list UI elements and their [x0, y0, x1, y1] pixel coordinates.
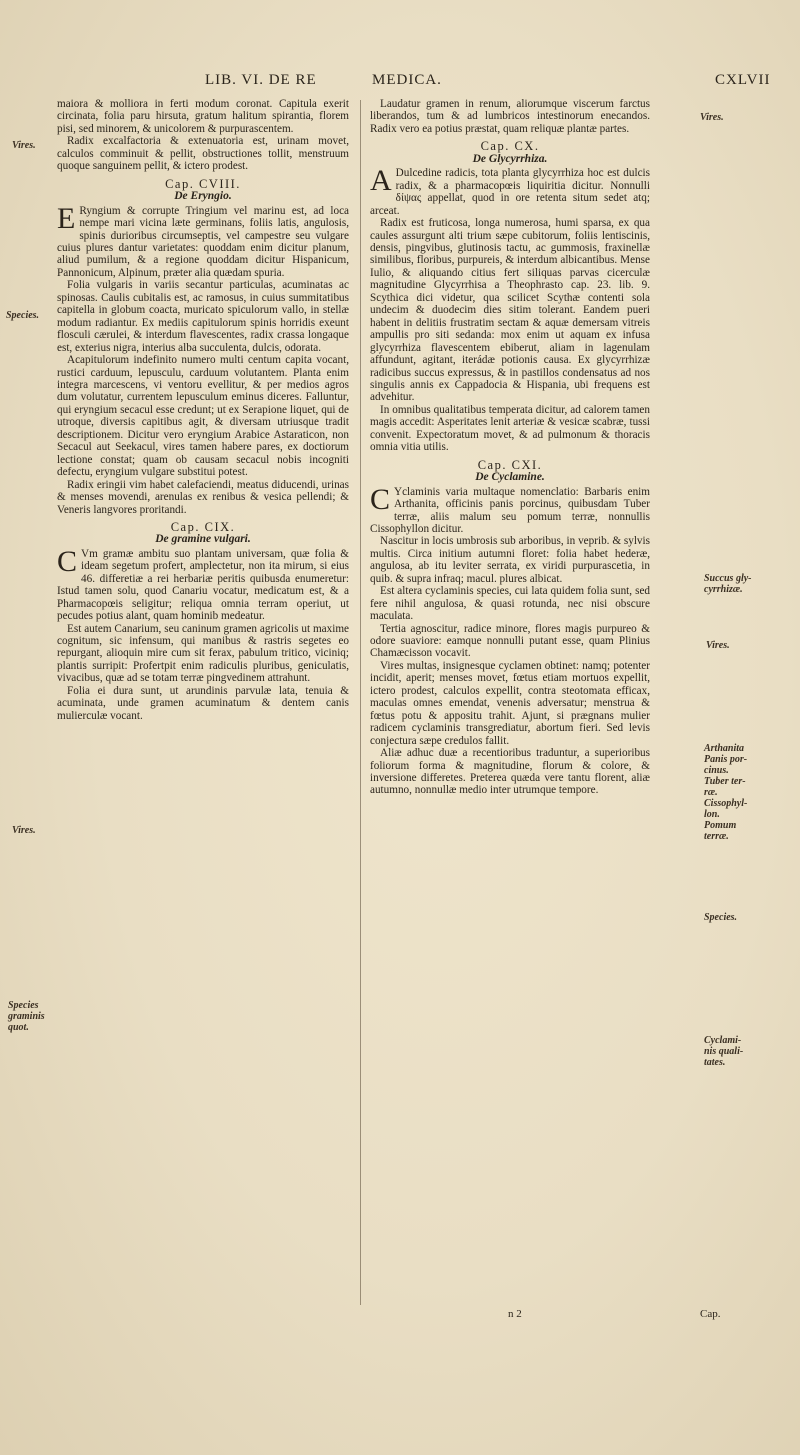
margin-line: lon.: [704, 809, 720, 820]
header-left: LIB. VI. DE RE: [205, 72, 317, 88]
paragraph: Radix est fruticosa, longa numerosa, humi sparsa, ex qua caules assurgunt alti trium sæpe cubitorum, foliis lentiscinis, densis, pingvibus, glutinosis tactu, ac gummosis, fraxinellæ similibus, floribus, purpureis, & interdum albicantibus. Mense Iulio, & aliquando citius fert siliquas parvas cicerculæ magnitudine Glycyrrhisa a Theophrasto cap. 23. lib. 9. Scythica dici videtur, qua scilicet Scythæ contenti sola undecim & duodecim dies sitim tolerant. Eandem pueri habent in delitiis frustratim sectam & aquæ demersam vitreis ampullis pro siti sedanda: mox enim ut aquam ex infusa glycyrrhiza flavescentem ebiberut, aliam in lagenulam affundunt, agitant, iterádæ potionis causa. Ex glycyrrhizæ radicibus succus expressus, & in pastillos condensatus ad nos singulis annis ex Cappadocia & Hispania, ubi frequens est advehitur.: [370, 217, 650, 404]
column-divider: [360, 100, 361, 1305]
paragraph: [370, 164, 650, 217]
signature-mark: n 2: [508, 1308, 522, 1320]
margin-line: graminis: [8, 1011, 45, 1022]
paragraph: Tertia agnoscitur, radice minore, flores magis purpureo & odore suaviore: eamque nonnulli putant esse, quam Plinius Chamæcisson vocavit.: [370, 622, 650, 660]
margin-note: Vires.: [12, 825, 36, 836]
margin-line: Arthanita: [704, 743, 745, 754]
paragraph: [57, 201, 349, 280]
paragraph: maiora & molliora in ferti modum coronat. Capitula exerit circinata, folia paru hirsuta, gratum halitum spirantia, florem pisi, sed minorem, & unicolorem & purpurascentem.: [57, 98, 349, 135]
margin-note: Species.: [6, 310, 40, 321]
paragraph: Vires multas, insignesque cyclamen obtinet: namq; potenter incidit, aperit; menses movet, fœtus etiam mortuos expellit, ictero prodest, calculos expellit, contra steotomata efficax, maculas omnes emendat, venenis adversatur; menstrua & fœtus potu & appositu trahit. Ajunt, si prægnans mulier radicem cyclaminis transgrediatur, abortum fieri. Sed levis conjectura sæpe credulos fallit.: [370, 659, 650, 747]
margin-line: nis quali-: [704, 1046, 744, 1057]
chapter-title: De gramine vulgari.: [155, 533, 251, 546]
drop-initial: C: [57, 544, 78, 578]
margin-line: Species: [8, 1000, 39, 1011]
paragraph-text: Ryngium & corrupte Tringium vel marinu est, ad loca nempe mari vicina læte germinans, foliis latis, angulosis, spinis durioribus circumseptis, vel campestre seu vulgare cuius plures dantur varietates: quoddam enim dicitur planum, aliud pumilum, & a regione quoddam dicitur Hispanicum, Pannonicum, Alpinum, præter alia quædam spuria.: [57, 204, 349, 279]
paragraph: Nascitur in locis umbrosis sub arboribus, in veprib. & sylvis multis. Circa initium autumni floret: folia habet hederæ, angulosa, ab itu leviter serrata, ex viridi purpurascetia, in quib. & supra infraq; macul. plures albicat.: [370, 535, 650, 585]
margin-note: Vires.: [706, 640, 730, 651]
paragraph: Radix excalfactoria & extenuatoria est, urinam movet, calculos comminuit & pellit, obstructiones tollit, menstruum quoque sanguinem pellit, & ictero prodest.: [57, 135, 349, 173]
margin-line: tates.: [704, 1057, 726, 1068]
paragraph: [370, 482, 650, 536]
margin-line: cyrrhizæ.: [704, 584, 743, 595]
paragraph: Folia vulgaris in variis secantur particulas, acuminatas ac spinosas. Caulis cubitalis est, ac ramosus, in cuius summitatibus capitella in globum coacta, muricato spiculorum vallo, in stellæ modum radiantur. Ex mediis capitulorum spinis horridis exeunt flosculi cærulei, & interdum flavescentes, radix crassa longaque est, exterius nigra, interius alba succulenta, dulcis, odorata.: [57, 279, 349, 354]
drop-initial: C: [370, 482, 391, 516]
page-number: CXLVII: [715, 72, 771, 88]
left-column: [57, 98, 349, 722]
margin-note: [8, 1000, 45, 1033]
paragraph: Est altera cyclaminis species, cui lata quidem folia sunt, sed fere nihil angulosa, & quasi rotunda, nec nisi obscure maculata.: [370, 585, 650, 623]
margin-note: Species.: [704, 912, 738, 923]
margin-note: [704, 573, 752, 595]
chapter-heading: Cap. CVIII.: [165, 176, 241, 191]
paragraph: Laudatur gramen in renum, aliorumque viscerum farctus liberandos, tum & ad lumbricos intestinorum enecandos. Radix vero ea potius præstat, quam reliquæ plantæ partes.: [370, 98, 650, 135]
margin-line: terræ.: [704, 831, 729, 842]
paragraph-text: Yclaminis varia multaque nomenclatio: Barbaris enim Arthanita, officinis panis porcinus, quibusdam Tuber terræ, aliis malum seu pomum terræ, nonnullis Cissophyllon dicitur.: [370, 485, 650, 535]
paragraph: Radix eringii vim habet calefaciendi, meatus diducendi, urinas & menses movendi, arenulas ex renibus & vesica pellendi; & Veneris langvores proritandi.: [57, 478, 349, 516]
margin-line: Panis por-: [704, 754, 748, 765]
drop-initial: A: [370, 164, 392, 198]
paragraph: Folia ei dura sunt, ut arundinis parvulæ lata, tenuia & acuminata, unde gramen acuminatum & dentem canis mulierculæ vocant.: [57, 684, 349, 722]
paragraph: In omnibus qualitatibus temperata dicitur, ad calorem tamen magis accedit: Asperitates lenit arteriæ & vesicæ scabræ, tussi convenit. Expectoratum movet, & ad pulmonum & thoracis omnia vitia utilis.: [370, 403, 650, 454]
margin-note: [704, 743, 747, 842]
paragraph: Aliæ adhuc duæ a recentioribus traduntur, a superioribus foliorum forma & magnitudine, florum & colore, & inversione differetes. Preterea quæda vere tantu florent, aliæ autumno, nonnullæ medio inter utrumque tempore.: [370, 747, 650, 797]
margin-line: cinus.: [704, 765, 729, 776]
running-header: [0, 72, 800, 94]
paragraph-text: Dulcedine radicis, tota planta glycyrrhiza hoc est dulcis radix, & a pharmacopœis liquiritia dicitur. Nonnulli δίψας appellat, quod in ore retenta situm sedet atq; arceat.: [370, 167, 650, 217]
margin-line: Cissophyl-: [704, 798, 748, 809]
chapter-heading: Cap. CX.: [480, 139, 540, 154]
chapter-title: De Glycyrrhiza.: [472, 152, 548, 165]
header-right: MEDICA.: [372, 72, 442, 88]
margin-line: Pomum: [704, 820, 737, 831]
right-column: [370, 98, 650, 797]
margin-line: Cyclami-: [704, 1035, 742, 1046]
margin-line: Succus gly-: [704, 573, 752, 584]
margin-line: quot.: [8, 1022, 29, 1033]
chapter-title: De Cyclamine.: [475, 471, 545, 484]
margin-note: Vires.: [700, 112, 724, 123]
paragraph: Est autem Canarium, seu caninum gramen agricolis ut maxime cognitum, sic infensum, qui manibus & rastris segetes eo repurgant, alioquin mire cum sit ferax, pabulum tritico, viciniq; plantis surripit: Profertpit enim radiculis pluribus, geniculatis, vivacibus, quæ ad se totam terræ pingvedinem attrahunt.: [57, 622, 349, 685]
catchword: Cap.: [700, 1308, 721, 1320]
drop-initial: E: [57, 201, 76, 235]
margin-note: Vires.: [12, 140, 36, 151]
paragraph: Acapitulorum indefinito numero multi centum capita vocant, rustici carduum, lepusculu, carduum volutantem. Planta enim integra marcescens, vi ventoru evellitur, & per medios agros dum volutatur, currentem lepusculum eminus diceres. Falluntur, qui eryngium secacul esse credunt; ut ex Serapione liquet, qui de utroque, diversis capitibus agit, & diversam utriusque tradit descriptionem. Dicitur vero eryngium Arabice Astaraticon, non Secacul aut Seekacul, vires tamen habere pares, ex doctiorum lectione constat; quam ob causam secacul nobis incogniti defectu, eryngium vulgare substitui potest.: [57, 354, 349, 479]
paragraph: [57, 544, 349, 623]
chapter-heading: Cap. CXI.: [477, 457, 543, 472]
margin-line: ræ.: [704, 787, 718, 798]
chapter-title: De Eryngio.: [174, 190, 232, 203]
paragraph-text: Vm gramæ ambitu suo plantam universam, quæ folia & ideam segetum profert, amplectetur, non ita mirum, si eius 46. differetiæ a rei herbariæ peritis quibusda enumeretur: Istud tamen solu, quod Canariu vocatur, medicatum est, & a Pharmacopœis seligitur; reliqua omnia terram operiut, ut pecudes potius alant, quam hominib medeatur.: [57, 547, 349, 623]
margin-line: Tuber ter-: [704, 776, 746, 787]
chapter-heading: Cap. CIX.: [170, 519, 236, 534]
margin-note: [704, 1035, 743, 1068]
